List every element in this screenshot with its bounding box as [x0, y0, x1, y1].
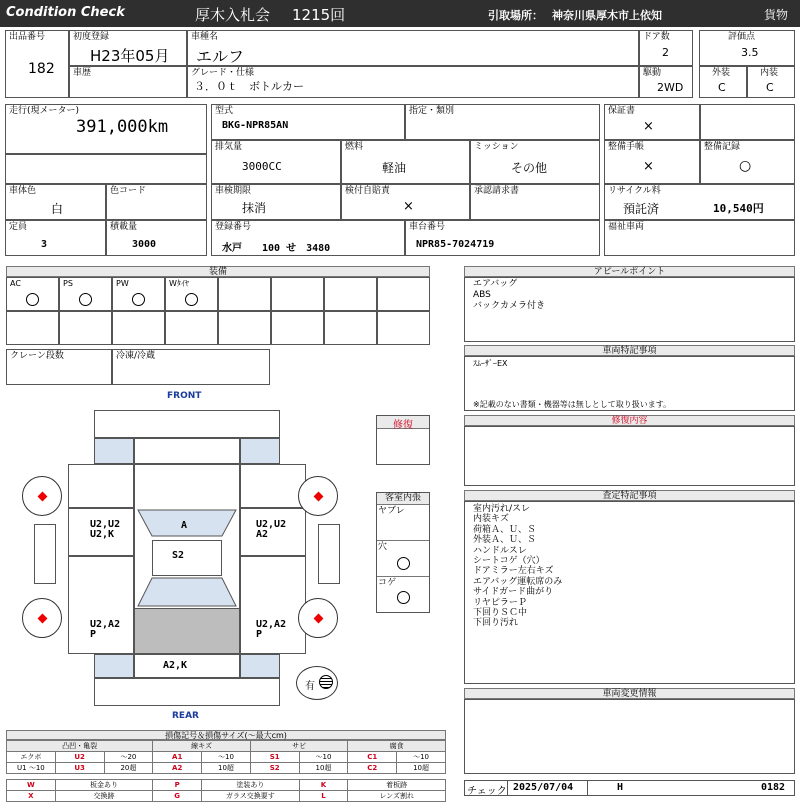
approval-cell: 承認請求書: [470, 184, 600, 220]
legend-cell: 着板跡: [348, 780, 446, 791]
equipment-present-icon: [185, 293, 198, 306]
insurance: ×: [403, 199, 414, 214]
mark-right-rear: U2,A2 P: [256, 619, 287, 640]
equipment-cell: [218, 277, 271, 311]
changes-box: [464, 699, 795, 774]
left-cab-top: [68, 464, 134, 508]
auction-name: 厚木入札会: [195, 6, 271, 24]
mileage: 391,000km: [76, 117, 169, 137]
check-grade: H: [617, 782, 624, 793]
equipment-cell: [59, 277, 112, 311]
equipment-cell: [377, 277, 430, 311]
exterior-cell: 外装 C: [699, 66, 747, 98]
check-code: 0182: [761, 782, 786, 793]
equipment-title: 装備: [6, 266, 430, 277]
capacity-cell: 定員 3: [5, 220, 106, 256]
cabin-hole-mark: [397, 557, 410, 570]
equipment-cell: [165, 311, 218, 345]
warranty-blank: [700, 104, 795, 140]
legend-cell: 10超: [397, 763, 446, 774]
yu-label: 有: [305, 681, 315, 692]
legend-code: U2: [55, 752, 104, 763]
equipment-cell: [377, 311, 430, 345]
equipment-cell: [112, 311, 165, 345]
header-bar: [0, 0, 800, 27]
legend-code: A1: [153, 752, 202, 763]
equipment-cell: [218, 311, 271, 345]
repair-mark-box: [376, 415, 430, 465]
score-cell: 評価点 3.5: [699, 30, 795, 66]
mission-cell: ミッション その他: [470, 140, 600, 184]
first-reg-cell: 初度登録 H23年05月: [69, 30, 187, 66]
legend-cell: 20超: [104, 763, 153, 774]
drive: 2WD: [657, 81, 684, 94]
body-color-cell: 車体色 白: [5, 184, 106, 220]
check-date: 2025/07/04: [513, 782, 574, 793]
cabin-burn-mark: [397, 591, 410, 604]
front-left-fender: [94, 438, 134, 464]
equipment-cell: [112, 277, 165, 311]
rear-right-fender: [240, 654, 280, 678]
legend-cell: 〜10: [397, 752, 446, 763]
front-right-fender: [240, 438, 280, 464]
yu-badge: [296, 666, 338, 700]
appeal-line: バックカメラ付き: [473, 301, 546, 311]
insurance-cell: 検付自賠責 ×: [341, 184, 470, 220]
note-line: サイドガード曲がり: [473, 587, 554, 598]
appeal-title: アピールポイント: [464, 266, 795, 277]
legend-code: S2: [250, 763, 299, 774]
doors-cell: ドア数 2: [639, 30, 693, 66]
mark-glass: A: [181, 520, 188, 531]
hood: [134, 438, 240, 464]
legend-group: 凸凹・亀裂: [7, 741, 153, 752]
legend-code: P: [153, 780, 202, 791]
reg-no: 水戸 100 せ 3480: [222, 243, 331, 254]
equipment-label: Wﾀｲﾔ: [169, 279, 189, 288]
rear-label: REAR: [172, 711, 199, 721]
equipment-label: AC: [10, 279, 21, 288]
legend-code: W: [7, 780, 56, 791]
doors: 2: [662, 46, 669, 59]
interior: C: [766, 81, 774, 94]
appeal-line: ABS: [473, 290, 491, 300]
legend-cell: 交換跡: [55, 791, 153, 802]
mark-left-front: U2,U2 U2,K: [90, 519, 121, 540]
cabin-box: [376, 492, 430, 613]
repair-title: 修復内容: [464, 415, 795, 426]
maint-cell: 整備記録 ○: [700, 140, 795, 184]
displacement: 3000CC: [242, 160, 282, 173]
car-name-cell: 車種名 エルフ: [187, 30, 639, 66]
auction-lot: 1215回: [292, 6, 346, 24]
inspection-cell: 車検期限 抹消: [211, 184, 341, 220]
equipment-cell: [165, 277, 218, 311]
legend-cell: 板金あり: [55, 780, 153, 791]
legend-cell: 〜20: [104, 752, 153, 763]
first-reg: H23年05月: [90, 47, 170, 65]
note-line: 荷箱Ａ、Ｕ、Ｓ: [473, 524, 537, 535]
grade-cell: グレード・仕様 ３．０ｔ ボトルカー: [187, 66, 639, 98]
appeal-line: エアバッグ: [473, 279, 518, 289]
chassis-cell: 車台番号 NPR85-7024719: [405, 220, 600, 256]
note-line: 外装Ａ、Ｕ、Ｓ: [473, 535, 537, 546]
equipment-present-icon: [132, 293, 145, 306]
fuel: 軽油: [382, 161, 407, 175]
equipment-cell: [271, 277, 324, 311]
note-line: ハンドルスレ: [473, 545, 527, 556]
brand-title: Condition Check: [6, 5, 125, 20]
car-name: エルフ: [196, 47, 245, 66]
note-line: シートコゲ（穴）: [473, 556, 545, 567]
note-line: 内装キズ: [473, 514, 509, 525]
legend-title: 損傷記号＆損傷サイズ(〜最大cm): [6, 730, 446, 740]
special-box: [464, 356, 795, 411]
right-cab-top: [240, 464, 306, 508]
chassis: NPR85-7024719: [416, 239, 495, 250]
model: BKG-NPR85AN: [222, 120, 289, 131]
legend-cell: U1 〜10: [7, 763, 56, 774]
rear-window: [134, 576, 240, 608]
note-line: 下回り汚れ: [473, 618, 519, 629]
pickup-place: 神奈川県厚木市上依知: [552, 9, 662, 22]
front-right-tire-icon: [298, 476, 338, 516]
changes-title: 車両変更情報: [464, 688, 795, 699]
exterior: C: [718, 81, 726, 94]
equipment-cell: [271, 311, 324, 345]
front-bumper: [94, 410, 280, 438]
mark-rear-bottom: A2,K: [163, 660, 188, 671]
mark-left-rear: U2,A2 P: [90, 619, 121, 640]
legend-cell: 10超: [202, 763, 251, 774]
equipment-label: PS: [63, 279, 73, 288]
equipment-cell: [324, 277, 377, 311]
legend-cell: 〜10: [299, 752, 348, 763]
color-code-cell: 色コード: [106, 184, 207, 220]
recycle-status: 預託済: [623, 202, 660, 216]
recycle-cell: リサイクル料 預託済 10,540円: [604, 184, 795, 220]
recycle-fee: 10,540円: [713, 202, 764, 215]
drive-cell: 駆動 2WD: [639, 66, 693, 98]
spare-tire-icon: [319, 675, 333, 689]
special-title: 車両特記事項: [464, 345, 795, 356]
notes-title: 査定特記事項: [464, 490, 795, 501]
grade: ３．０ｔ ボトルカー: [194, 80, 304, 93]
roof: [152, 540, 222, 576]
vehicle-diagram: [22, 408, 362, 708]
note-line: 下回りＳＣ中: [473, 608, 528, 619]
welfare-cell: 福祉車両: [604, 220, 795, 256]
legend-cell: 塗装あり: [202, 780, 300, 791]
front-label: FRONT: [167, 391, 202, 401]
load: 3000: [132, 239, 157, 250]
designation-cell: 指定・類別: [405, 104, 600, 140]
legend-code: L: [299, 791, 348, 802]
check-label: チェック: [467, 786, 507, 797]
vehicle-category: 貨物: [764, 8, 789, 22]
appeal-box: [464, 277, 795, 342]
legend-code: U3: [55, 763, 104, 774]
front-left-tire-icon: [22, 476, 62, 516]
interior-cell: 内装 C: [747, 66, 795, 98]
rear-left-tire-icon: [22, 598, 62, 638]
manual-cell: 整備手帳 ×: [604, 140, 700, 184]
left-mirror: [34, 524, 56, 584]
body-color: 白: [51, 202, 64, 216]
notes-box: [464, 501, 795, 684]
maint: ○: [739, 158, 752, 174]
equipment-grid: [6, 277, 430, 345]
note-line: リヤピラーＰ: [473, 597, 527, 608]
rear-bumper: [94, 678, 280, 706]
cargo-floor: [134, 608, 240, 654]
mark-roof: S2: [172, 550, 185, 561]
legend-group: 線キズ: [153, 741, 251, 752]
legend-code: S1: [250, 752, 299, 763]
notes-list: [473, 504, 562, 629]
fuel-cell: 燃料 軽油: [341, 140, 470, 184]
special-note: ※記載のない書類・機器等は無しとして取り扱います。: [473, 400, 672, 409]
legend-group: サビ: [250, 741, 348, 752]
legend-group: 腐食: [348, 741, 446, 752]
model-cell: 型式 BKG-NPR85AN: [211, 104, 405, 140]
lot-no-cell: 出品番号 182: [5, 30, 69, 98]
reg-no-cell: 登録番号 水戸 100 せ 3480: [211, 220, 405, 256]
score: 3.5: [741, 46, 759, 59]
crane-cell: クレーン段数: [6, 349, 112, 385]
pickup-label: 引取場所：: [488, 9, 543, 22]
cabin-burn: コゲ: [378, 578, 397, 588]
damage-legend: [6, 730, 446, 802]
mileage-blank: [5, 154, 207, 184]
note-line: エアバッグ運転席のみ: [473, 576, 563, 587]
freezer-cell: 冷凍/冷蔵: [112, 349, 270, 385]
lot-no: 182: [28, 61, 55, 77]
load-cell: 積載量 3000: [106, 220, 207, 256]
equipment-label: PW: [116, 279, 129, 288]
capacity: 3: [41, 239, 48, 250]
equipment-cell: [59, 311, 112, 345]
legend-cell: ガラス交換要す: [202, 791, 300, 802]
mission: その他: [511, 161, 548, 175]
legend-code: C1: [348, 752, 397, 763]
legend-cell: 10超: [299, 763, 348, 774]
special-line: ｽﾑｰｻﾞｰEX: [473, 359, 508, 368]
equipment-cell: [324, 311, 377, 345]
rear-left-fender: [94, 654, 134, 678]
mileage-cell: 走行(現メーター) 391,000km: [5, 104, 207, 154]
legend-cell: レンズ割れ: [348, 791, 446, 802]
legend-cell: 〜10: [202, 752, 251, 763]
legend-cell: エクボ: [7, 752, 56, 763]
legend-code: X: [7, 791, 56, 802]
manual: ×: [643, 159, 654, 174]
equipment-cell: [6, 277, 59, 311]
equipment-cell: [6, 311, 59, 345]
note-line: 室内汚れ/スレ: [473, 504, 531, 514]
displacement-cell: 排気量 3000CC: [211, 140, 341, 184]
mark-right-front: U2,U2 A2: [256, 519, 287, 540]
inspection: 抹消: [242, 201, 267, 215]
note-line: ドアミラー左右キズ: [473, 566, 554, 577]
warranty-cell: 保証書 ×: [604, 104, 700, 140]
equipment-present-icon: [26, 293, 39, 306]
repair-box: [464, 426, 795, 486]
history-cell: 車歴: [69, 66, 187, 98]
legend-code: K: [299, 780, 348, 791]
cabin-hole: 穴: [378, 542, 388, 552]
check-row: [464, 780, 795, 796]
rear-right-tire-icon: [298, 598, 338, 638]
cabin-title: 客室内張: [377, 493, 429, 505]
legend-code: A2: [153, 763, 202, 774]
repair-mark-title: 修復: [377, 416, 429, 429]
legend-code: G: [153, 791, 202, 802]
warranty: ×: [643, 119, 654, 134]
right-mirror: [318, 524, 340, 584]
equipment-present-icon: [79, 293, 92, 306]
legend-code: C2: [348, 763, 397, 774]
cabin-tear: ヤブレ: [378, 506, 405, 516]
